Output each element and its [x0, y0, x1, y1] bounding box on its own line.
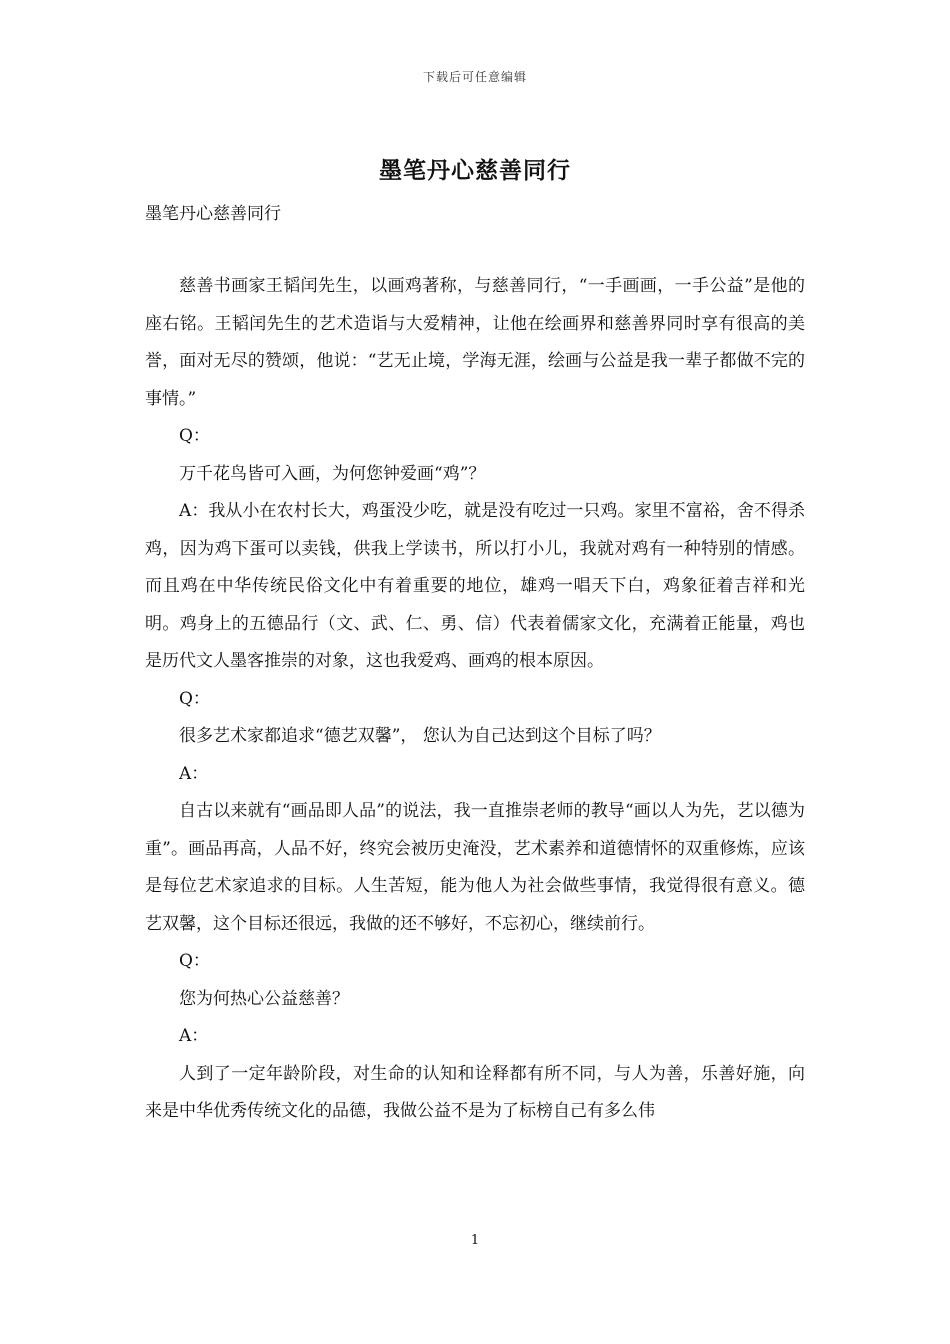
paragraph-question: 万千花鸟皆可入画，为何您钟爱画“鸡”？: [179, 463, 486, 484]
paragraph-answer: 人到了一定年龄阶段，对生命的认知和诠释都有所不同，与人为善，乐善好施，向来是中华优秀传统文化的品德，我做公益不是为了标榜自己有多么伟: [145, 1063, 805, 1121]
paragraph-answer-label: A：: [179, 1026, 209, 1046]
document-body: [145, 268, 805, 1131]
paragraph-answer: A：我从小在农村长大，鸡蛋没少吃，就是没有吃过一只鸡。家里不富裕，舍不得杀鸡，因为鸡下蛋可以卖钱，供我上学读书，所以打小儿，我就对鸡有一种特别的情感。而且鸡在中华传统民俗文化中有着重要的地位，雄鸡一唱天下白，鸡象征着吉祥和光明。鸡身上的五德品行（文、武、仁、勇、信）代表着儒家文化，充满着正能量，鸡也是历代文人墨客推崇的对象，这也我爱鸡、画鸡的根本原因。: [145, 501, 805, 671]
paragraph-question-label: Q：: [179, 426, 210, 446]
page-number: 1: [470, 1233, 480, 1248]
paragraph-answer: 自古以来就有“画品即人品”的说法，我一直推崇老师的教导“画以人为先，艺以德为重”。画品再高，人品不好，终究会被历史淹没，艺术素养和道德情怀的双重修炼，应该是每位艺术家追求的目标。人生苦短，能为他人为社会做些事情，我觉得很有意义。德艺双馨，这个目标还很远，我做的还不够好，不忘初心，继续前行。: [145, 801, 805, 934]
paragraph-question: 很多艺术家都追求“德艺双馨”， 您认为自己达到这个目标了吗？: [179, 726, 661, 746]
header-note: 下载后可任意编辑: [422, 70, 527, 84]
paragraph-intro: 慈善书画家王韬闰先生，以画鸡著称，与慈善同行，“一手画画，一手公益”是他的座右铭。王韬闰先生的艺术造诣与大爱精神，让他在绘画界和慈善界同时享有很高的美誉，面对无尽的赞颂，他说：“艺无止境，学海无涯，绘画与公益是我一辈子都做不完的事情。”: [145, 276, 805, 409]
paragraph-question-label: Q：: [179, 688, 210, 709]
paragraph-question: 您为何热心公益慈善？: [179, 988, 349, 1009]
document-subtitle: 墨笔丹心慈善同行: [145, 204, 281, 224]
document-title: 墨笔丹心慈善同行: [379, 157, 571, 184]
paragraph-question-label: Q：: [179, 951, 210, 971]
paragraph-answer-label: A：: [179, 763, 209, 784]
